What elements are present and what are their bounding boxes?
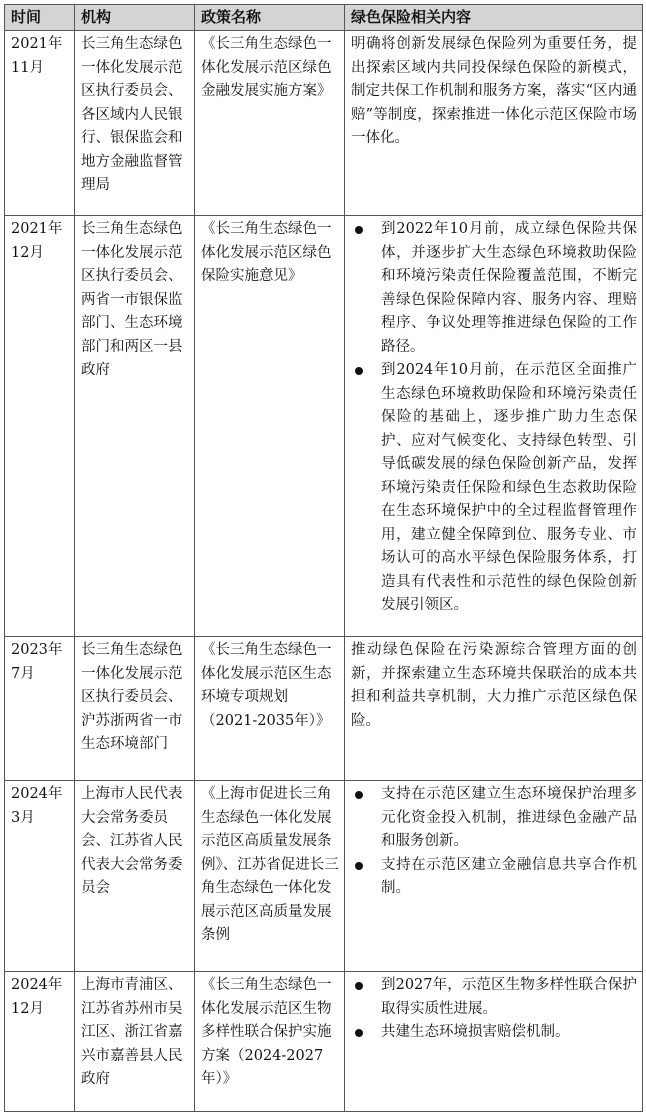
- table-header-row: [5, 5, 643, 31]
- table-row: [5, 781, 643, 972]
- bullet-text: 到2024年10月前，在示范区全面推广生态绿色环境救助保险和环境污染责任保险的基础上，逐步推广助力生态保护、应对气候变化、支持绿色转型、引导低碳发展的绿色保险创新产品，发挥环境污染责任保险和绿色生态救助保险在生态环境保护中的全过程监督管理作用，建立健全保障到位、服务专业、市场认可的高水平绿色保险服务体系，打造具有代表性和示范性的绿色保险创新发展引领区。: [381, 362, 637, 613]
- table-row: [5, 31, 643, 216]
- bullet-icon: [355, 367, 363, 375]
- bullet-icon: [355, 226, 363, 234]
- cell-policy: 《长三角生态绿色一体化发展示范区绿色保险实施意见》: [195, 216, 345, 637]
- list-item: [351, 1021, 637, 1045]
- green-insurance-policy-table: [4, 4, 643, 1112]
- bullet-text: 到2027年，示范区生物多样性联合保护取得实质性进展。: [381, 977, 637, 1017]
- list-item: [351, 854, 637, 901]
- bullet-icon: [355, 982, 363, 990]
- table-row: [5, 637, 643, 781]
- cell-content: 推动绿色保险在污染源综合管理方面的创新，并探索建立生态环境共保联治的成本共担和利益共享机制，大力推广示范区绿色保险。: [345, 637, 643, 781]
- cell-policy: 《长三角生态绿色一体化发展示范区生态环境专项规划（2021-2035年）》: [195, 637, 345, 781]
- cell-time: 2024年12月: [5, 972, 75, 1112]
- cell-content: [345, 216, 643, 637]
- cell-agency: 长三角生态绿色一体化发展示范区执行委员会、两省一市银保监部门、生态环境部门和两区一县政府: [75, 216, 195, 637]
- cell-agency: 上海市青浦区、江苏省苏州市吴江区、浙江省嘉兴市嘉善县人民政府: [75, 972, 195, 1112]
- bullet-text: 共建生态环境损害赔偿机制。: [381, 1024, 570, 1040]
- list-item: [351, 218, 637, 359]
- list-item: [351, 974, 637, 1021]
- list-item: [351, 783, 637, 854]
- header-policy: 政策名称: [195, 5, 345, 31]
- cell-agency: 长三角生态绿色一体化发展示范区执行委员会、沪苏浙两省一市生态环境部门: [75, 637, 195, 781]
- header-content: 绿色保险相关内容: [345, 5, 643, 31]
- header-agency: 机构: [75, 5, 195, 31]
- table-row: [5, 972, 643, 1112]
- cell-content: [345, 781, 643, 972]
- cell-content: [345, 972, 643, 1112]
- bullet-text: 到2022年10月前，成立绿色保险共保体，并逐步扩大生态绿色环境救助保险和环境污染责任保险覆盖范围，不断完善绿色保险保障内容、服务内容、理赔程序、争议处理等推进绿色保险的工作路径。: [381, 221, 637, 355]
- bullet-list: [351, 218, 637, 618]
- bullet-text: 支持在示范区建立生态环境保护治理多元化资金投入机制，推进绿色金融产品和服务创新。: [381, 786, 637, 849]
- cell-policy: 《上海市促进长三角生态绿色一体化发展示范区高质量发展条例》、江苏省促进长三角生态绿色一体化发展示范区高质量发展条例: [195, 781, 345, 972]
- list-item: [351, 359, 637, 618]
- cell-time: 2024年3月: [5, 781, 75, 972]
- bullet-list: [351, 974, 637, 1045]
- cell-time: 2023年7月: [5, 637, 75, 781]
- table-row: [5, 216, 643, 637]
- bullet-icon: [355, 791, 363, 799]
- header-time: 时间: [5, 5, 75, 31]
- bullet-icon: [355, 1029, 363, 1037]
- cell-policy: 《长三角生态绿色一体化发展示范区生物多样性联合保护实施方案（2024-2027年）》: [195, 972, 345, 1112]
- bullet-list: [351, 783, 637, 901]
- bullet-text: 支持在示范区建立金融信息共享合作机制。: [381, 856, 637, 896]
- cell-agency: 长三角生态绿色一体化发展示范区执行委员会、各区域内人民银行、银保监会和地方金融监督管理局: [75, 31, 195, 216]
- cell-time: 2021年11月: [5, 31, 75, 216]
- cell-content: 明确将创新发展绿色保险列为重要任务，提出探索区域内共同投保绿色保险的新模式，制定共保工作机制和服务方案，落实“区内通赔”等制度，探索推进一体化示范区保险市场一体化。: [345, 31, 643, 216]
- cell-agency: 上海市人民代表大会常务委员会、江苏省人民代表大会常务委员会: [75, 781, 195, 972]
- bullet-icon: [355, 862, 363, 870]
- cell-policy: 《长三角生态绿色一体化发展示范区绿色金融发展实施方案》: [195, 31, 345, 216]
- cell-time: 2021年12月: [5, 216, 75, 637]
